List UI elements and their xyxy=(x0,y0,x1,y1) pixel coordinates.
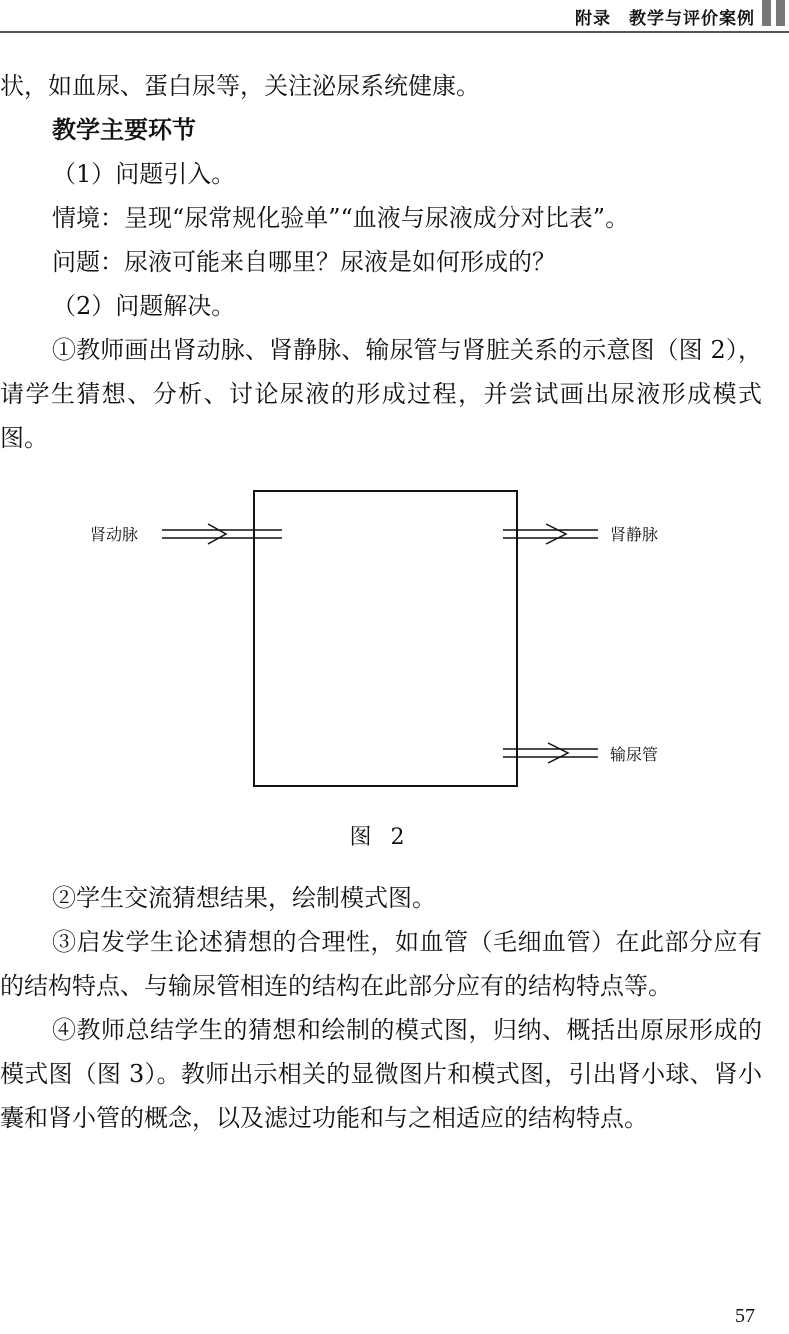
header-marker-bar xyxy=(762,0,771,26)
section-heading: 教学主要环节 xyxy=(52,116,196,144)
running-header xyxy=(0,0,789,34)
label-renal-artery: 肾动脉 xyxy=(90,525,139,544)
paragraph: 状，如血尿、蛋白尿等，关注泌尿系统健康。 xyxy=(0,72,480,100)
body-text xyxy=(0,64,762,460)
header-marker-bar xyxy=(776,0,785,26)
page-number: 57 xyxy=(735,1305,755,1327)
paragraph: ④教师总结学生的猜想和绘制的模式图，归纳、概括出原尿形成的模式图（图 3）。教师出示相关的显微图片和模式图，引出肾小球、肾小囊和肾小管的概念，以及滤过功能和与之相适应的结构特点。 xyxy=(0,1016,762,1132)
paragraph: ①教师画出肾动脉、肾静脉、输尿管与肾脏关系的示意图（图 2），请学生猜想、分析、讨论尿液的形成过程，并尝试画出尿液形成模式图。 xyxy=(0,336,762,452)
paragraph: ②学生交流猜想结果，绘制模式图。 xyxy=(52,884,436,912)
label-renal-vein: 肾静脉 xyxy=(610,525,659,544)
figure-caption: 图 2 xyxy=(349,825,411,850)
kidney-box xyxy=(254,491,517,786)
arrow-right-icon xyxy=(546,524,566,544)
header-rule xyxy=(0,31,789,33)
header-title: 附录 教学与评价案例 xyxy=(575,9,755,29)
paragraph: （2）问题解决。 xyxy=(52,292,236,320)
body-text-continued xyxy=(0,876,762,1140)
paragraph: ③启发学生论述猜想的合理性，如血管（毛细血管）在此部分应有的结构特点、与输尿管相连的结构在此部分应有的结构特点等。 xyxy=(0,928,762,1000)
kidney-diagram xyxy=(0,470,789,810)
paragraph: 情境：呈现“尿常规化验单”“血液与尿液成分对比表”。 xyxy=(52,204,630,232)
renal-artery-vessel xyxy=(162,524,282,544)
label-ureter: 输尿管 xyxy=(610,745,659,764)
arrow-right-icon xyxy=(208,524,226,544)
paragraph: 问题：尿液可能来自哪里？尿液是如何形成的？ xyxy=(52,248,556,276)
arrow-right-icon xyxy=(548,743,568,763)
paragraph: （1）问题引入。 xyxy=(52,160,236,188)
